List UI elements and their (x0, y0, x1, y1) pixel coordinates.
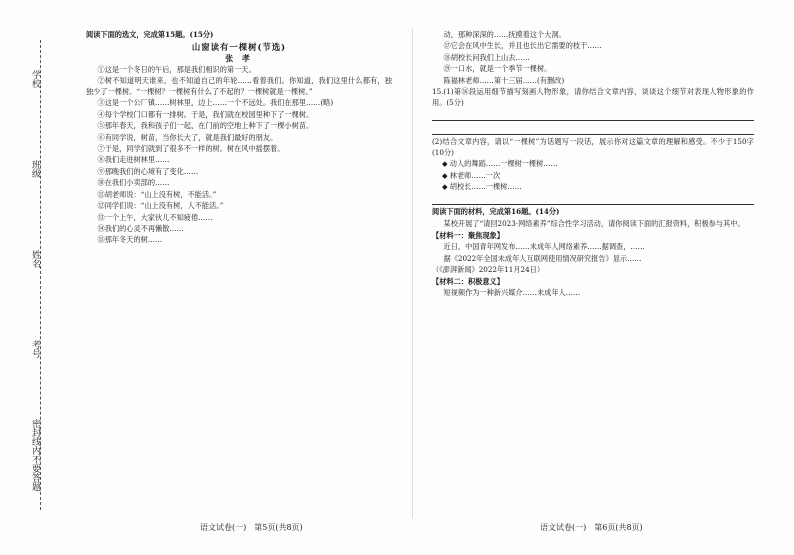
material-1-title: 【材料一：聚焦现象】 (432, 230, 504, 240)
question-15-2: (2)结合文章内容，请以“一棵树”为话题写一段话，展示你对这篇文章的理解和感受。不少于150字(10分) (432, 136, 754, 157)
binding-label-school: 学校 (30, 70, 40, 88)
paragraph: ⑲一口水，就是一个季节一棵树。 (443, 64, 552, 74)
paragraph: ⑥有同学说，树苗，当你长大了，就是我们最好的朋友。 (97, 132, 278, 142)
page-footer-left: 语文试卷(一) 第5页(共8页) (200, 523, 303, 532)
reading-intro-2: 阅读下面的材料，完成第16题。(14分) (432, 207, 560, 217)
hint-item: ◆ 胡校长……一棵树…… (442, 181, 522, 191)
page-footer-right: 语文试卷(一) 第6页(共8页) (540, 523, 643, 532)
binding-label-name: 姓名 (30, 250, 40, 268)
activity-intro: 某校开展了“请回2023·网络素养”综合性学习活动，请你阅读下面的汇报资料，积极参与其中。 (443, 218, 745, 228)
left-column (86, 30, 392, 247)
paragraph: ②树不知道明天谁来，也不知道自己的年轮……看着我们。你知道，我们这里什么都有，独独少了一棵树。“一棵树？一棵树有什么了不起的？一棵树就是一棵树。” (86, 76, 392, 97)
paragraph: ⑮那年冬天的树…… (97, 235, 163, 245)
binding-label-id: 考号 (30, 340, 40, 358)
paragraph: ⑫同学们说：“山上没有树，人不能活。” (97, 201, 224, 211)
paragraph: ⑭我们的心灵不再懒散…… (97, 223, 184, 233)
binding-notice: 密封线内不要答题 (30, 419, 40, 491)
paragraph: ①这是一个冬日的午后，那是我们相识的第一天。 (97, 64, 256, 74)
hint-item: ◆ 林老师……一次 (442, 170, 501, 180)
page-divider (412, 28, 413, 518)
material-1-text-2: 据《2022年全国未成年人互联网使用情况研究报告》显示…… (443, 253, 642, 263)
article-title: 山窗读有一棵树(节选) (191, 41, 287, 52)
answer-line[interactable] (432, 110, 754, 122)
paragraph: ④每个学校门口都有一排树。于是，我们就在校园里种下了一棵树。 (97, 109, 314, 119)
binding-line (40, 40, 41, 510)
paragraph: ⑤那年春天，我和孩子们一起，在门前的空地上种下了一棵小树苗。 (97, 121, 314, 131)
reading-intro: 阅读下面的选文，完成第15题。(15分) (86, 30, 214, 39)
paragraph: ③这是一个公厂镇……树林里，边上……一个不远处。我们在那里……(略) (97, 98, 334, 108)
paragraph: ⑧我们走进树林里…… (97, 155, 170, 165)
article-author: 张 孝 (225, 52, 253, 63)
paragraph: ⑱胡校长问我们上山去…… (443, 52, 530, 62)
material-2-text: 短视频作为一种新兴媒介……未成年人…… (443, 288, 581, 298)
paragraph: ⑦于是，同学们就到了很多不一样的树。树在风中摇摆着。 (97, 144, 285, 154)
paragraph: ⑰它会在风中生长，并且也长出它需要的枝干…… (443, 41, 602, 51)
paragraph: ⑩在我们小卖部的…… (97, 178, 170, 188)
paragraph: ⑨那晚我们的心境有了变化…… (97, 166, 199, 176)
material-1-text: 近日，中国青年网发布……未成年人网络素养……据调查，…… (443, 242, 645, 252)
material-1-source: （《澎湃新闻》2022年11月24日） (432, 264, 545, 274)
author-note: 陈福林老师……第十三届……(有删改) (443, 75, 565, 85)
question-15-1: 15.(1)第⑯段运用细节描写刻画人物形象，请你结合文章内容，谈谈这个细节对表现人物形象的作用。(5分) (432, 87, 754, 107)
binding-label-class: 班级 (30, 160, 40, 178)
paragraph: ⑪胡老师说：“山上没有树，不能活。” (97, 189, 217, 199)
right-column (432, 30, 754, 300)
material-2-title: 【材料二：积极意义】 (432, 276, 504, 286)
hint-item: ◆ 动人的舞蹈……一棵树一棵树…… (442, 159, 558, 169)
paragraph: ⑬一个上午，大家伙儿不知疲倦…… (97, 212, 213, 222)
answer-line[interactable] (432, 194, 754, 206)
answer-line[interactable] (432, 123, 754, 135)
paragraph: 动，那种深深的……抚摸着这个大洞。 (443, 30, 566, 39)
